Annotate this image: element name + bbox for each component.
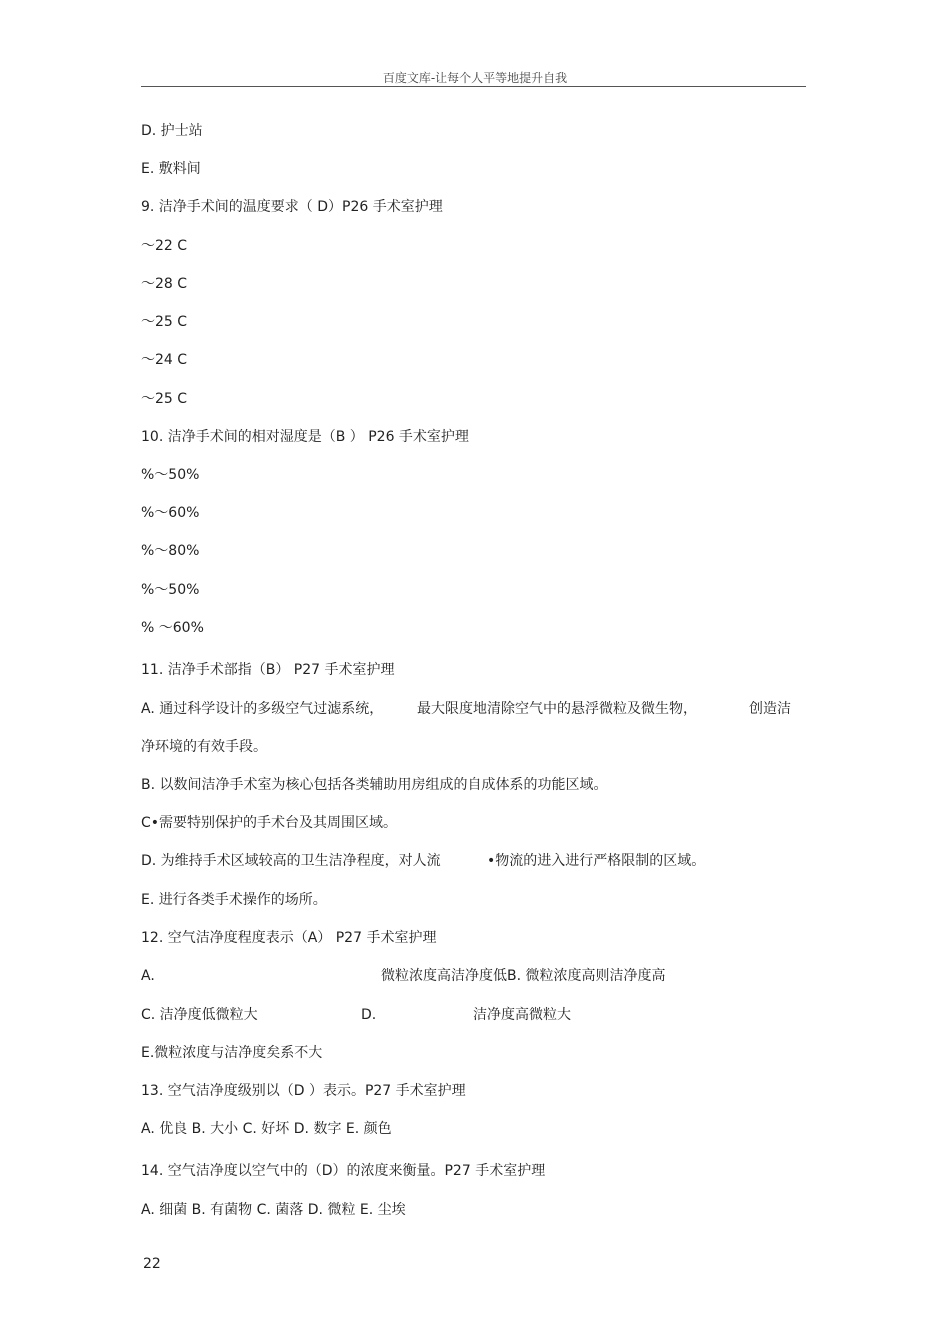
option-line: C•需要特别保护的手术台及其周围区域。 — [141, 815, 398, 831]
option-line: 净环境的有效手段。 — [141, 739, 267, 755]
question-line: 12. 空气洁净度程度表示（A） P27 手术室护理 — [141, 930, 437, 946]
option-line: %～80% — [141, 543, 200, 559]
option-line: %～50% — [141, 582, 200, 598]
question-line: 9. 洁净手术间的温度要求（ D）P26 手术室护理 — [141, 199, 443, 215]
option-line: % ～60% — [141, 620, 204, 636]
option-line: %～50% — [141, 467, 200, 483]
option-line: D. 护士站 — [141, 123, 203, 139]
header-divider — [141, 86, 806, 87]
option-line: ～22 C — [141, 238, 188, 254]
option-line: E. 进行各类手术操作的场所。 — [141, 892, 327, 908]
option-line: A. 细菌 B. 有菌物 C. 菌落 D. 微粒 E. 尘埃 — [141, 1202, 406, 1218]
question-line: 10. 洁净手术间的相对湿度是（B ） P26 手术室护理 — [141, 429, 469, 445]
question-line: 13. 空气洁净度级别以（D ）表示。P27 手术室护理 — [141, 1083, 466, 1099]
page-number: 22 — [143, 1256, 161, 1272]
option-line: ～25 C — [141, 391, 188, 407]
option-line: ～25 C — [141, 314, 188, 330]
option-line: B. 以数间洁净手术室为核心包括各类辅助用房组成的自成体系的功能区域。 — [141, 777, 608, 793]
option-line: A. 优良 B. 大小 C. 好坏 D. 数字 E. 颜色 — [141, 1121, 392, 1137]
question-line: 11. 洁净手术部指（B） P27 手术室护理 — [141, 662, 395, 678]
question-line: 14. 空气洁净度以空气中的（D）的浓度来衡量。P27 手术室护理 — [141, 1163, 546, 1179]
option-text: A. 通过科学设计的多级空气过滤系统， — [141, 701, 384, 717]
option-text: 微粒浓度高洁净度低B. 微粒浓度高则洁净度高 — [381, 968, 666, 984]
option-text: C. 洁净度低微粒大 — [141, 1007, 258, 1023]
option-line: ～28 C — [141, 276, 188, 292]
option-text: •物流的进入进行严格限制的区域。 — [487, 853, 706, 869]
option-text: D. — [361, 1007, 377, 1023]
option-text: 最大限度地清除空气中的悬浮微粒及微生物， — [417, 701, 697, 717]
option-line: ～24 C — [141, 352, 188, 368]
option-line: %～60% — [141, 505, 200, 521]
option-text: A. — [141, 968, 155, 984]
option-line: E.微粒浓度与洁净度矣系不大 — [141, 1045, 323, 1061]
page-header: 百度文库-让每个人平等地提升自我 — [382, 71, 568, 85]
option-line: E. 敷料间 — [141, 161, 201, 177]
option-text: D. 为维持手术区域较高的卫生洁净程度，对人流 — [141, 853, 441, 869]
option-text: 洁净度高微粒大 — [473, 1007, 571, 1023]
option-text: 创造洁 — [749, 701, 791, 717]
